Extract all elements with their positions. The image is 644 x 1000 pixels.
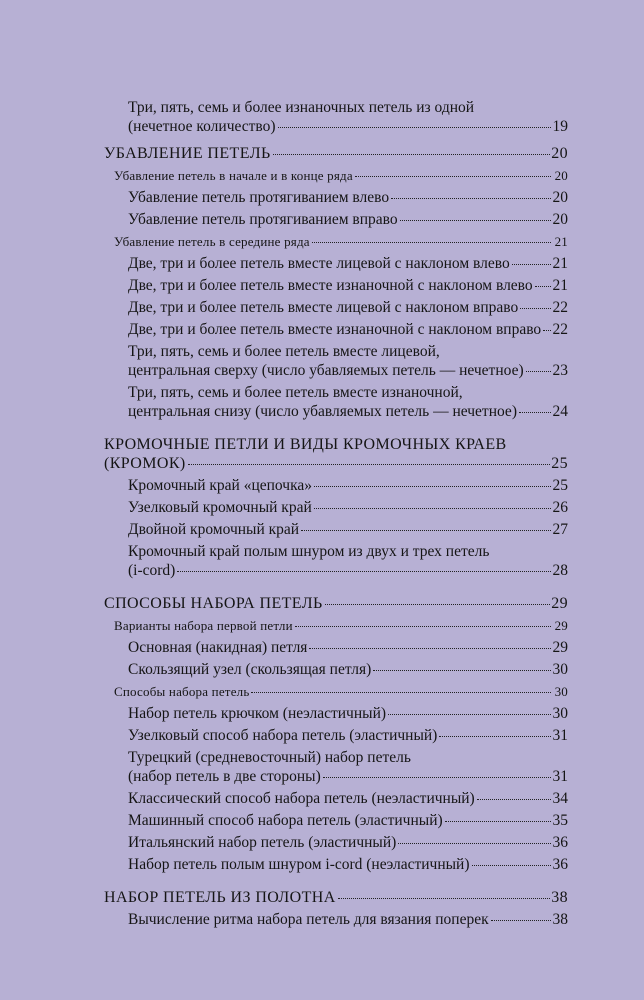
dot-leader	[477, 799, 551, 800]
toc-entry-text: Две, три и более петель вместе изнаночной с наклоном вправо	[128, 321, 542, 338]
page-number: 30	[554, 684, 568, 699]
toc-entry	[128, 660, 568, 679]
page-number: 22	[552, 321, 568, 338]
page-number: 20	[552, 189, 568, 206]
page-number: 28	[552, 562, 568, 579]
toc-entry-text: Две, три и более петель вместе лицевой с наклоном вправо	[128, 299, 519, 316]
page-number: 20	[554, 168, 568, 183]
toc-section-heading	[104, 594, 568, 613]
toc-entry	[128, 520, 568, 539]
toc-leader-line	[114, 616, 568, 635]
toc-entry	[128, 188, 568, 207]
toc-leader-line	[104, 888, 568, 907]
page-number: 23	[552, 362, 568, 379]
toc-leader-line	[128, 210, 568, 229]
page-number: 29	[552, 639, 568, 656]
toc-entry	[128, 726, 568, 745]
toc-entry-text: Двойной кромочный край	[128, 521, 300, 538]
dot-leader	[400, 220, 551, 221]
page-number: 21	[554, 234, 568, 249]
page-number: 29	[551, 595, 568, 612]
toc-entry-text: центральная сверху (число убавляемых петель — нечетное)	[128, 362, 524, 379]
table-of-contents	[104, 98, 568, 929]
page-number: 38	[551, 889, 568, 906]
toc-entry-text: Три, пять, семь и более петель вместе изнаночной,	[128, 384, 463, 401]
toc-leader-line	[128, 476, 568, 495]
page-number: 21	[552, 277, 568, 294]
toc-leader-line	[128, 789, 568, 808]
page-number: 20	[551, 145, 568, 162]
toc-entry-text: Итальянский набор петель (эластичный)	[128, 834, 397, 851]
page-number: 36	[552, 834, 568, 851]
toc-leader-line	[128, 254, 568, 273]
page-number: 36	[552, 856, 568, 873]
dot-leader	[325, 604, 551, 605]
dot-leader	[520, 308, 551, 309]
toc-entry-text: Три, пять, семь и более изнаночных петель из одной	[128, 99, 475, 116]
dot-leader	[439, 736, 551, 737]
page-number: 27	[552, 521, 568, 538]
dot-leader	[472, 865, 552, 866]
dot-leader	[177, 571, 551, 572]
page-number: 30	[552, 705, 568, 722]
toc-section-heading	[104, 888, 568, 907]
toc-entry-text: НАБОР ПЕТЕЛЬ ИЗ ПОЛОТНА	[104, 889, 336, 906]
toc-entry-text: Три, пять, семь и более петель вместе лицевой,	[128, 343, 440, 360]
toc-entry-text: Узелковый кромочный край	[128, 499, 312, 516]
toc-entry-text: Убавление петель протягиванием влево	[128, 189, 390, 206]
toc-leader-line	[128, 298, 568, 317]
toc-entry	[128, 704, 568, 723]
toc-subsection	[114, 682, 568, 701]
page-number: 21	[552, 255, 568, 272]
dot-leader	[273, 154, 551, 155]
toc-entry	[128, 638, 568, 657]
toc-leader-line	[128, 660, 568, 679]
dot-leader	[312, 242, 551, 243]
toc-entry-text: Кромочный край полым шнуром из двух и трех петель	[128, 543, 490, 560]
toc-subsection	[114, 616, 568, 635]
toc-entry-text: Классический способ набора петель (неэластичный)	[128, 790, 475, 807]
dot-leader	[445, 821, 551, 822]
dot-leader	[295, 626, 551, 627]
toc-entry-text: Узелковый способ набора петель (эластичный)	[128, 727, 438, 744]
toc-entry-text: центральная снизу (число убавляемых петель — нечетное)	[128, 403, 517, 420]
toc-leader-line	[128, 402, 568, 421]
toc-leader-line	[128, 833, 568, 852]
toc-leader-line	[128, 498, 568, 517]
toc-entry	[128, 833, 568, 852]
page-number: 29	[554, 618, 568, 633]
page-number: 34	[552, 790, 568, 807]
toc-entry-text: Две, три и более петель вместе лицевой с наклоном влево	[128, 255, 510, 272]
dot-leader	[355, 176, 551, 177]
toc-leader-line	[114, 682, 568, 701]
toc-entry-text: Варианты набора первой петли	[114, 618, 293, 633]
toc-section-heading	[104, 144, 568, 163]
toc-leader-line	[104, 594, 568, 613]
toc-entry-text: СПОСОБЫ НАБОРА ПЕТЕЛЬ	[104, 595, 323, 612]
dot-leader	[535, 286, 551, 287]
toc-entry-text: Машинный способ набора петель (эластичный)	[128, 812, 443, 829]
toc-entry-text: Убавление петель протягиванием вправо	[128, 211, 398, 228]
dot-leader	[309, 648, 551, 649]
toc-entry-text: Турецкий (средневосточный) набор петель	[128, 749, 411, 766]
toc-leader-line	[128, 561, 568, 580]
toc-subsection	[114, 166, 568, 185]
toc-entry	[128, 254, 568, 273]
toc-leader-line	[128, 811, 568, 830]
toc-entry	[128, 476, 568, 495]
toc-entry-text: Убавление петель в середине ряда	[114, 234, 310, 249]
toc-leader-line	[128, 704, 568, 723]
toc-entry	[128, 748, 568, 786]
toc-entry-text: КРОМОЧНЫЕ ПЕТЛИ И ВИДЫ КРОМОЧНЫХ КРАЕВ	[104, 436, 507, 453]
toc-leader-line	[128, 117, 568, 136]
toc-entry-text: Скользящий узел (скользящая петля)	[128, 661, 372, 678]
toc-leader-line	[128, 855, 568, 874]
dot-leader	[278, 127, 551, 128]
page-number: 22	[552, 299, 568, 316]
toc-entry	[128, 542, 568, 580]
toc-entry-text: Убавление петель в начале и в конце ряда	[114, 168, 353, 183]
toc-entry	[128, 298, 568, 317]
page-number: 25	[551, 455, 568, 472]
toc-entry	[128, 789, 568, 808]
page-number: 19	[552, 118, 568, 135]
toc-entry-text: Основная (накидная) петля	[128, 639, 308, 656]
toc-entry-text: Кромочный край «цепочка»	[128, 477, 312, 494]
dot-leader	[314, 508, 551, 509]
dot-leader	[373, 670, 551, 671]
toc-entry-text: (i-cord)	[128, 562, 176, 579]
toc-entry	[128, 383, 568, 421]
toc-entry	[128, 320, 568, 339]
toc-leader-line	[128, 520, 568, 539]
dot-leader	[251, 692, 551, 693]
page-number: 26	[552, 499, 568, 516]
toc-entry	[128, 910, 568, 929]
toc-entry	[128, 811, 568, 830]
toc-entry-text: (набор петель в две стороны)	[128, 768, 321, 785]
toc-leader-line	[104, 144, 568, 163]
toc-entry-text: Вычисление ритма набора петель для вязания поперек	[128, 911, 489, 928]
toc-leader-line	[128, 638, 568, 657]
page-number: 38	[552, 911, 568, 928]
toc-entry	[128, 498, 568, 517]
toc-leader-line	[128, 361, 568, 380]
dot-leader	[338, 898, 550, 899]
dot-leader	[512, 264, 551, 265]
toc-leader-line	[128, 910, 568, 929]
dot-leader	[323, 777, 551, 778]
dot-leader	[188, 464, 551, 465]
page-number: 31	[552, 768, 568, 785]
toc-leader-line	[128, 767, 568, 786]
toc-entry-text: Набор петель крючком (неэластичный)	[128, 705, 387, 722]
toc-leader-line	[114, 166, 568, 185]
toc-entry-text: УБАВЛЕНИЕ ПЕТЕЛЬ	[104, 145, 271, 162]
toc-leader-line	[114, 232, 568, 251]
toc-entry	[128, 342, 568, 380]
toc-entry	[128, 855, 568, 874]
dot-leader	[388, 714, 551, 715]
toc-leader-line	[128, 726, 568, 745]
toc-entry	[128, 210, 568, 229]
toc-leader-line	[128, 276, 568, 295]
toc-entry-text: Способы набора петель	[114, 684, 250, 699]
page-number: 25	[552, 477, 568, 494]
toc-entry	[128, 276, 568, 295]
toc-entry-text: Две, три и более петель вместе изнаночной с наклоном влево	[128, 277, 533, 294]
page-number: 31	[552, 727, 568, 744]
toc-leader-line	[104, 454, 568, 473]
dot-leader	[491, 920, 551, 921]
page-number: 24	[552, 403, 568, 420]
page-number: 20	[552, 211, 568, 228]
dot-leader	[526, 371, 551, 372]
toc-leader-line	[128, 188, 568, 207]
toc-entry-text: Набор петель полым шнуром i-cord (неэластичный)	[128, 856, 470, 873]
dot-leader	[543, 330, 551, 331]
dot-leader	[301, 530, 551, 531]
dot-leader	[398, 843, 551, 844]
page-number: 35	[552, 812, 568, 829]
toc-entry	[128, 98, 568, 136]
toc-entry-text: (КРОМОК)	[104, 455, 186, 472]
toc-entry-text: (нечетное количество)	[128, 118, 276, 135]
dot-leader	[314, 486, 551, 487]
toc-section-heading	[104, 435, 568, 473]
dot-leader	[519, 412, 551, 413]
toc-subsection	[114, 232, 568, 251]
toc-leader-line	[128, 320, 568, 339]
dot-leader	[391, 198, 551, 199]
page-number: 30	[552, 661, 568, 678]
